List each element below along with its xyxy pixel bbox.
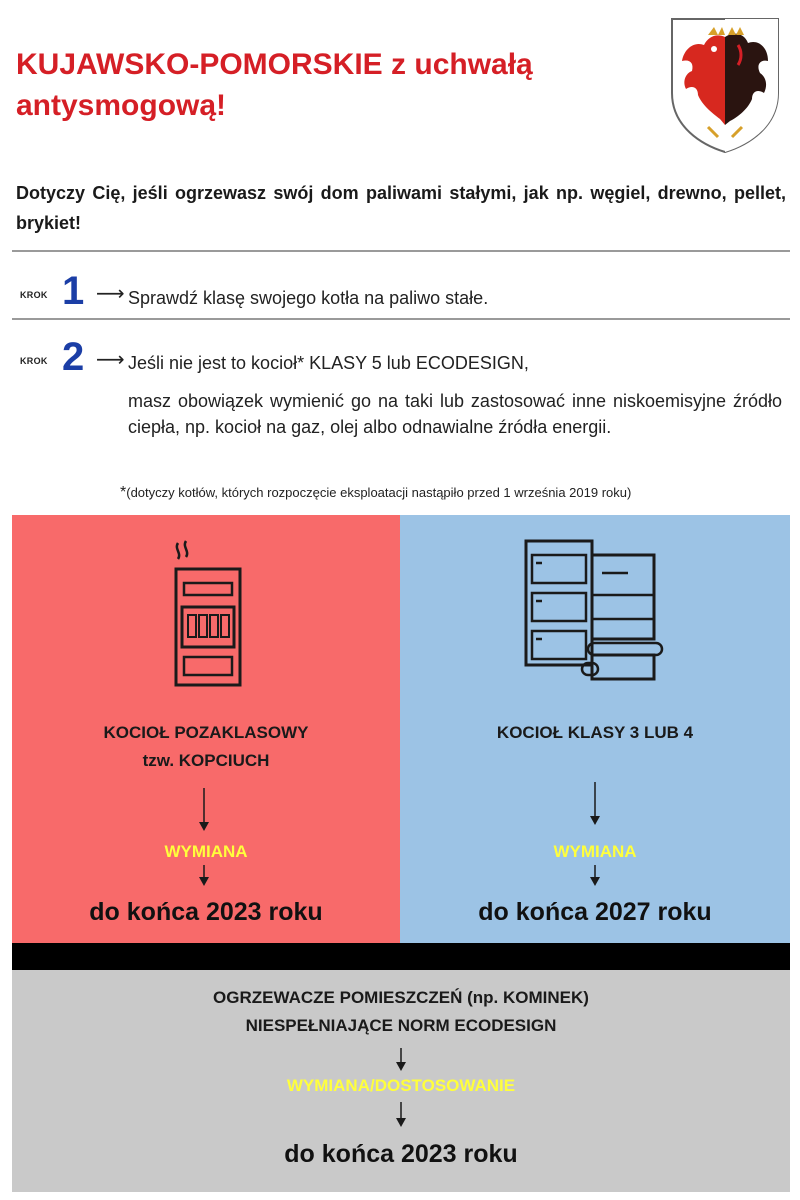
kopciuch-boiler-icon [166, 539, 248, 689]
step-2-number: 2 [62, 335, 85, 379]
arrow-down-icon [589, 865, 601, 892]
panel-room-heaters-action: WYMIANA/DOSTOSOWANIE [286, 1076, 516, 1095]
panel-class-3-4-deadline: do końca 2027 roku [478, 898, 712, 926]
class-boiler-icon [520, 539, 670, 689]
panel-room-heaters-title-line-2: NIESPEŁNIAJĄCE NORM ECODESIGN [245, 1016, 557, 1035]
panel-class-3-4-title: KOCIOŁ KLASY 3 LUB 4 [496, 723, 694, 742]
panel-room-heaters [12, 970, 790, 1192]
arrow-right-icon: ⟶ [96, 283, 125, 305]
panel-kopciuch [12, 515, 400, 943]
arrow-down-icon [395, 1048, 407, 1077]
arrow-down-icon [589, 782, 601, 831]
panel-class-3-4 [400, 515, 790, 943]
step-2-krok-label: KROK [20, 356, 48, 366]
footnote-star: * [120, 484, 127, 501]
title-line-2: antysmogową! [16, 89, 227, 122]
panel-room-heaters-title-line-1: OGRZEWACZE POMIESZCZEŃ (np. KOMINEK) [213, 988, 589, 1007]
footnote-text: (dotyczy kotłów, których rozpoczęcie eksploatacji nastąpiło przed 1 września 2019 roku) [126, 485, 632, 500]
arrow-down-icon [395, 1102, 407, 1133]
separator-bar [12, 943, 790, 970]
step-1-number: 1 [62, 269, 85, 313]
coat-of-arms-icon [668, 15, 782, 155]
panel-kopciuch-deadline: do końca 2023 roku [89, 898, 323, 926]
panel-kopciuch-action: WYMIANA [164, 842, 248, 861]
intro-text: Dotyczy Cię, jeśli ogrzewasz swój dom paliwami stałymi, jak np. węgiel, drewno, pellet, brykiet! [16, 183, 786, 233]
step-2-text: Jeśli nie jest to kocioł* KLASY 5 lub ECODESIGN, [128, 353, 529, 373]
step-2-body: masz obowiązek wymienić go na taki lub zastosować inne niskoemisyjne źródło ciepła, np. kocioł na gaz, olej albo odnawialne źródła energii. [128, 391, 782, 437]
step-1-text: Sprawdź klasę swojego kotła na paliwo stałe. [128, 288, 489, 308]
footnote [120, 484, 631, 502]
arrow-right-icon: ⟶ [96, 349, 125, 371]
panel-kopciuch-title-line-1: KOCIOŁ POZAKLASOWY [103, 723, 309, 742]
divider [12, 318, 790, 320]
panel-kopciuch-title-line-2: tzw. KOPCIUCH [142, 751, 270, 770]
divider [12, 250, 790, 252]
panel-kopciuch-title [12, 719, 400, 775]
panel-room-heaters-title [12, 984, 790, 1040]
panel-class-3-4-action: WYMIANA [553, 842, 637, 861]
step-1-krok-label: KROK [20, 290, 48, 300]
arrow-down-icon [198, 788, 210, 837]
title-line-1: KUJAWSKO-POMORSKIE z uchwałą [16, 48, 533, 81]
panel-room-heaters-deadline: do końca 2023 roku [284, 1140, 518, 1168]
page-title [16, 44, 636, 126]
arrow-down-icon [198, 865, 210, 892]
